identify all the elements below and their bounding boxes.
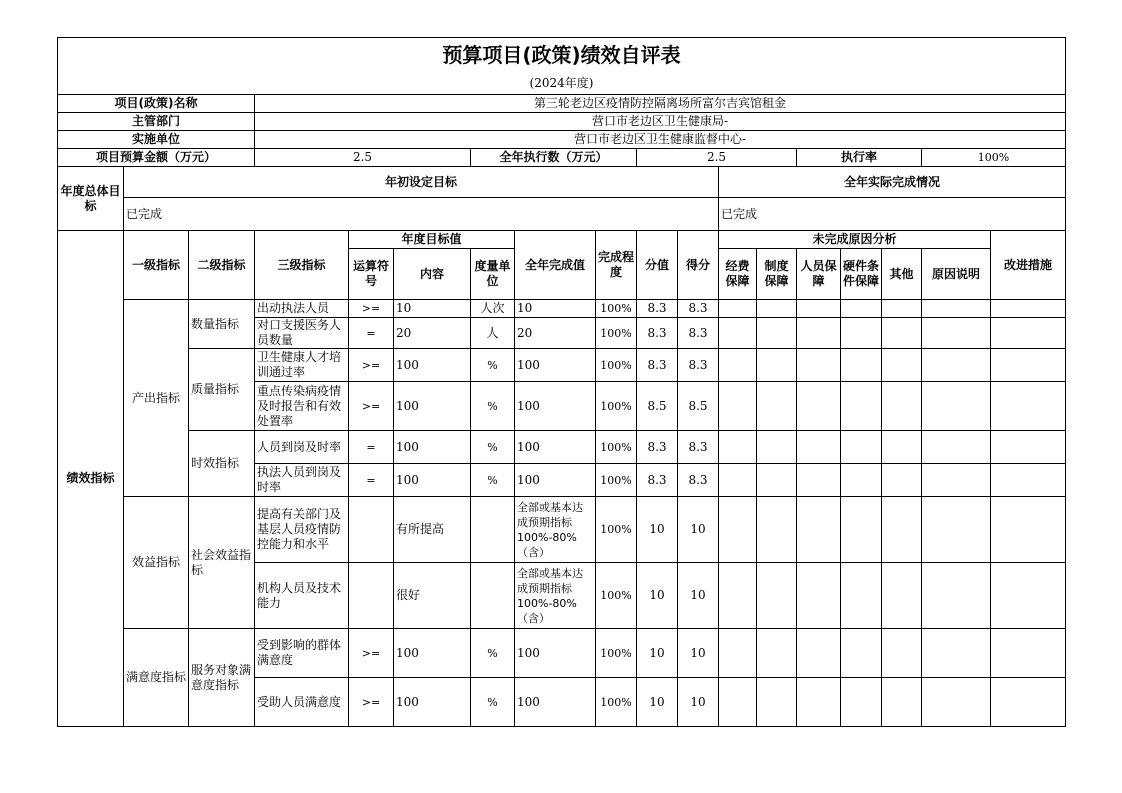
annual-value-header: 全年完成值: [515, 231, 596, 300]
hardware-reason-header: 硬件条件保障: [841, 249, 882, 300]
target-group-header: 年度目标值: [349, 231, 515, 249]
operator-cell: >=: [349, 629, 394, 678]
annual-value-cell: 100: [515, 431, 596, 464]
annual-value-cell: 100: [515, 629, 596, 678]
degree-cell: 100%: [596, 318, 637, 349]
degree-cell: 100%: [596, 678, 637, 727]
implementing-unit-label: 实施单位: [58, 131, 255, 149]
content-cell: 100: [394, 678, 471, 727]
annual-value-cell: 全部或基本达成预期指标100%-80%（含）: [515, 563, 596, 629]
annual-value-cell: 100: [515, 678, 596, 727]
unit-cell: 人次: [471, 300, 515, 318]
indicator-name: 受助人员满意度: [255, 678, 349, 727]
actual-completion-header: 全年实际完成情况: [719, 167, 1066, 198]
level1-cell: 产出指标: [124, 300, 189, 497]
score-value-cell: 8.5: [637, 382, 678, 431]
budget-amount-value: 2.5: [255, 149, 471, 167]
level2-cell: 服务对象满意度指标: [189, 629, 255, 727]
unit-cell: [471, 563, 515, 629]
annual-value-cell: 100: [515, 382, 596, 431]
content-cell: 很好: [394, 563, 471, 629]
annual-value-cell: 100: [515, 464, 596, 497]
score-cell: 8.3: [678, 464, 719, 497]
operator-cell: >=: [349, 678, 394, 727]
operator-cell: >=: [349, 300, 394, 318]
content-cell: 10: [394, 300, 471, 318]
initial-target-value: 已完成: [124, 198, 719, 231]
level2-cell: 数量指标: [189, 300, 255, 349]
degree-cell: 100%: [596, 349, 637, 382]
table-row: [58, 300, 1066, 318]
funding-reason-header: 经费保障: [719, 249, 757, 300]
table-row: [58, 431, 1066, 464]
operator-header: 运算符号: [349, 249, 394, 300]
score-value-cell: 8.3: [637, 349, 678, 382]
execution-rate-value: 100%: [922, 149, 1066, 167]
level2-cell: 社会效益指标: [189, 497, 255, 629]
indicator-name: 出动执法人员: [255, 300, 349, 318]
degree-cell: 100%: [596, 563, 637, 629]
unit-cell: %: [471, 464, 515, 497]
level3-header: 三级指标: [255, 231, 349, 300]
improvement-header: 改进措施: [991, 231, 1066, 300]
indicator-name: 受到影响的群体满意度: [255, 629, 349, 678]
annual-value-cell: 20: [515, 318, 596, 349]
unit-cell: %: [471, 629, 515, 678]
content-cell: 有所提高: [394, 497, 471, 563]
content-cell: 100: [394, 629, 471, 678]
score-header: 得分: [678, 231, 719, 300]
indicator-name: 执法人员到岗及时率: [255, 464, 349, 497]
operator-cell: [349, 563, 394, 629]
reasons-group-header: 未完成原因分析: [719, 231, 991, 249]
degree-cell: 100%: [596, 464, 637, 497]
operator-cell: [349, 497, 394, 563]
annual-value-cell: 全部或基本达成预期指标100%-80%（含）: [515, 497, 596, 563]
degree-cell: 100%: [596, 382, 637, 431]
level1-cell: 效益指标: [124, 497, 189, 629]
score-value-cell: 10: [637, 563, 678, 629]
level1-header: 一级指标: [124, 231, 189, 300]
score-cell: 8.5: [678, 382, 719, 431]
score-cell: 8.3: [678, 431, 719, 464]
project-name-value: 第三轮老边区疫情防控隔离场所富尔吉宾馆租金: [255, 95, 1066, 113]
score-cell: 10: [678, 678, 719, 727]
department-value: 营口市老边区卫生健康局-: [255, 113, 1066, 131]
annual-goal-label: 年度总体目标: [58, 167, 124, 231]
other-reason-header: 其他: [882, 249, 922, 300]
level1-cell: 满意度指标: [124, 629, 189, 727]
degree-cell: 100%: [596, 431, 637, 464]
operator-cell: =: [349, 431, 394, 464]
content-header: 内容: [394, 249, 471, 300]
indicator-name: 卫生健康人才培训通过率: [255, 349, 349, 382]
content-cell: 100: [394, 382, 471, 431]
score-value-cell: 10: [637, 497, 678, 563]
level2-cell: 时效指标: [189, 431, 255, 497]
level2-header: 二级指标: [189, 231, 255, 300]
unit-header: 度量单位: [471, 249, 515, 300]
unit-cell: 人: [471, 318, 515, 349]
completion-degree-header: 完成程度: [596, 231, 637, 300]
department-label: 主管部门: [58, 113, 255, 131]
content-cell: 100: [394, 349, 471, 382]
annual-value-cell: 100: [515, 349, 596, 382]
table-row: [58, 497, 1066, 563]
actual-completion-value: 已完成: [719, 198, 1066, 231]
reason-explanation-header: 原因说明: [922, 249, 991, 300]
annual-value-cell: 10: [515, 300, 596, 318]
unit-cell: %: [471, 349, 515, 382]
project-name-label: 项目(政策)名称: [58, 95, 255, 113]
initial-target-header: 年初设定目标: [124, 167, 719, 198]
implementing-unit-value: 营口市老边区卫生健康监督中心-: [255, 131, 1066, 149]
operator-cell: =: [349, 318, 394, 349]
budget-amount-label: 项目预算金额（万元）: [58, 149, 255, 167]
system-reason-header: 制度保障: [757, 249, 797, 300]
content-cell: 100: [394, 464, 471, 497]
score-value-cell: 8.3: [637, 318, 678, 349]
content-cell: 100: [394, 431, 471, 464]
annual-execution-label: 全年执行数（万元）: [471, 149, 637, 167]
score-cell: 8.3: [678, 300, 719, 318]
operator-cell: =: [349, 464, 394, 497]
unit-cell: %: [471, 431, 515, 464]
annual-execution-value: 2.5: [637, 149, 797, 167]
score-value-cell: 10: [637, 678, 678, 727]
indicator-name: 对口支援医务人员数量: [255, 318, 349, 349]
degree-cell: 100%: [596, 300, 637, 318]
year-label: (2024年度): [58, 74, 1066, 95]
score-value-cell: 8.3: [637, 464, 678, 497]
score-cell: 8.3: [678, 318, 719, 349]
table-row: [58, 349, 1066, 382]
content-cell: 20: [394, 318, 471, 349]
score-cell: 10: [678, 563, 719, 629]
operator-cell: >=: [349, 382, 394, 431]
score-cell: 8.3: [678, 349, 719, 382]
indicator-name: 重点传染病疫情及时报告和有效处置率: [255, 382, 349, 431]
degree-cell: 100%: [596, 629, 637, 678]
indicator-name: 机构人员及技术能力: [255, 563, 349, 629]
level2-cell: 质量指标: [189, 349, 255, 431]
page-title: 预算项目(政策)绩效自评表: [58, 38, 1066, 74]
unit-cell: %: [471, 678, 515, 727]
operator-cell: >=: [349, 349, 394, 382]
score-value-cell: 8.3: [637, 300, 678, 318]
score-cell: 10: [678, 497, 719, 563]
execution-rate-label: 执行率: [797, 149, 922, 167]
indicator-name: 提高有关部门及基层人员疫情防控能力和水平: [255, 497, 349, 563]
performance-evaluation-table: [57, 37, 1066, 727]
score-value-cell: 8.3: [637, 431, 678, 464]
kpi-label: 绩效指标: [58, 231, 124, 727]
degree-cell: 100%: [596, 497, 637, 563]
unit-cell: [471, 497, 515, 563]
unit-cell: %: [471, 382, 515, 431]
table-row: [58, 629, 1066, 678]
indicator-name: 人员到岗及时率: [255, 431, 349, 464]
score-value-header: 分值: [637, 231, 678, 300]
staff-reason-header: 人员保障: [797, 249, 841, 300]
score-cell: 10: [678, 629, 719, 678]
score-value-cell: 10: [637, 629, 678, 678]
